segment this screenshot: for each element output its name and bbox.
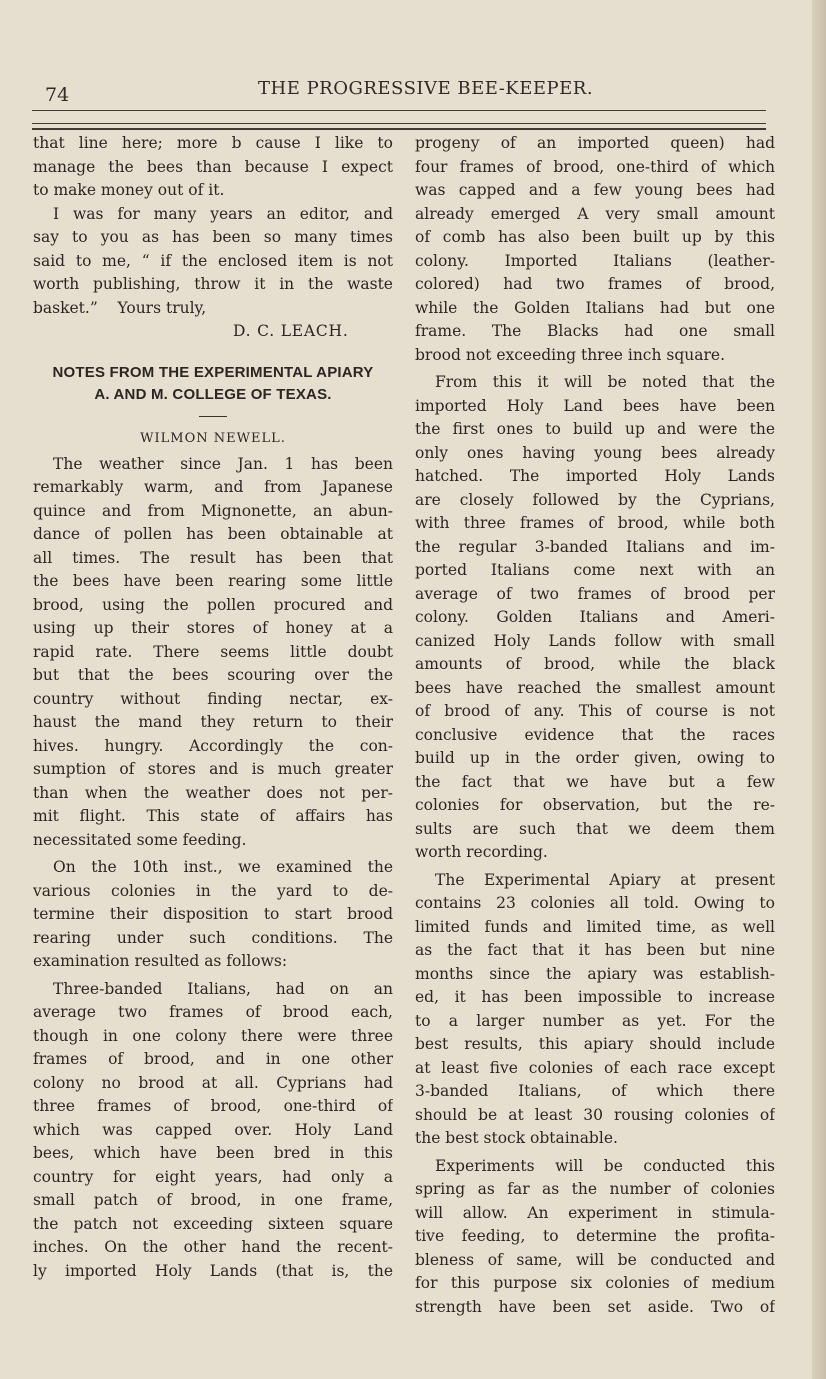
text-line: basket.” Yours truly, xyxy=(33,298,207,317)
text-line: months since the apiary was establish- xyxy=(415,964,775,983)
text-line: colony. Imported Italians (leather- xyxy=(415,251,775,270)
text-line: the patch not exceeding sixteen square xyxy=(33,1214,393,1233)
text-line: haust the mand they return to their xyxy=(33,713,393,731)
text-line: build up in the order given, owing to xyxy=(415,749,775,767)
text-line: though in one colony there were three xyxy=(33,1026,393,1045)
header-rule xyxy=(32,110,766,111)
text-line: sults are such that we deem them xyxy=(415,819,775,838)
text-line: examination resulted as follows: xyxy=(33,952,288,970)
letter-signoff-paragraph xyxy=(33,203,393,321)
text-line: strength have been set aside. Two of xyxy=(415,1297,775,1316)
text-line: bleness of same, will be conducted and xyxy=(415,1250,775,1269)
text-line: should be at least 30 rousing colonies of xyxy=(415,1105,775,1124)
text-line: contains 23 colonies all told. Owing to xyxy=(415,894,775,912)
text-line: conclusive evidence that the races xyxy=(415,725,775,744)
text-line: worth recording. xyxy=(415,843,548,861)
text-line: at least five colonies of each race except xyxy=(415,1058,775,1077)
text-line: tive feeding, to determine the profita- xyxy=(415,1227,775,1245)
text-line: various colonies in the yard to de- xyxy=(33,881,393,900)
text-line: colony. Golden Italians and Ameri- xyxy=(415,608,775,626)
article-paragraph-experiments xyxy=(415,1155,775,1320)
article-paragraph-results xyxy=(33,978,393,1284)
text-line: frames of brood, and in one other xyxy=(33,1050,393,1068)
text-line: brood, using the pollen procured and xyxy=(33,595,393,614)
page-edge xyxy=(812,0,826,1379)
text-line: rearing under such conditions. The xyxy=(33,928,393,947)
text-line: was capped and a few young bees had xyxy=(415,181,775,199)
text-line: remarkably warm, and from Japanese xyxy=(33,478,393,496)
text-line: three frames of brood, one-third of xyxy=(33,1097,393,1115)
text-line: inches. On the other hand the recent- xyxy=(33,1238,393,1256)
text-line: to a larger number as yet. For the xyxy=(415,1011,775,1030)
text-line: Experiments will be conducted this xyxy=(435,1156,775,1175)
text-line: mit flight. This state of affairs has xyxy=(33,807,393,825)
text-line: frame. The Blacks had one small xyxy=(415,322,775,340)
text-line: using up their stores of honey at a xyxy=(33,619,393,637)
text-line: only ones having young bees already xyxy=(415,443,775,462)
text-line: bees have reached the smallest amount xyxy=(415,678,775,697)
text-line: for this purpose six colonies of medium xyxy=(415,1274,775,1292)
text-line: than when the weather does not per- xyxy=(33,783,393,802)
text-line: of comb has also been built up by this xyxy=(415,228,775,246)
text-line: brood not exceeding three inch square. xyxy=(415,345,725,364)
text-line: the regular 3-banded Italians and im- xyxy=(415,537,775,556)
text-line: best results, this apiary should include xyxy=(415,1035,775,1053)
page-number: 74 xyxy=(45,84,70,106)
text-line: the bees have been rearing some little xyxy=(33,572,393,590)
text-line: average of two frames of brood per xyxy=(415,584,775,603)
text-line: The weather since Jan. 1 has been xyxy=(53,454,393,473)
article-paragraph-comparison xyxy=(415,371,775,865)
text-line: small patch of brood, in one frame, xyxy=(33,1191,393,1209)
text-line: canized Holy Lands follow with small xyxy=(415,631,775,650)
article-title-line-1: NOTES FROM THE EXPERIMENTAL APIARY xyxy=(52,363,374,381)
text-line: colony no brood at all. Cyprians had xyxy=(33,1073,393,1092)
text-line: The Experimental Apiary at present xyxy=(435,870,775,889)
text-line: while the Golden Italians had but one xyxy=(415,298,775,317)
text-line: with three frames of brood, while both xyxy=(415,514,775,532)
title-divider xyxy=(199,416,227,417)
text-line: average two frames of brood each, xyxy=(33,1003,393,1021)
letter-signature: D. C. LEACH. xyxy=(233,322,349,340)
text-line: but that the bees scouring over the xyxy=(33,666,393,684)
article-title-line-2: A. AND M. COLLEGE OF TEXAS. xyxy=(94,385,332,403)
text-line: are closely followed by the Cyprians, xyxy=(415,490,775,509)
article-paragraph-apiary-size xyxy=(415,869,775,1151)
text-line: the fact that we have but a few xyxy=(415,772,775,791)
text-line: four frames of brood, one-third of which xyxy=(415,157,775,176)
text-line: dance of pollen has been obtainable at xyxy=(33,525,393,543)
text-line: imported Holy Land bees have been xyxy=(415,396,775,415)
text-line: From this it will be noted that the xyxy=(435,373,775,391)
text-line: termine their disposition to start brood xyxy=(33,905,393,923)
running-head: THE PROGRESSIVE BEE-KEEPER. xyxy=(258,78,594,99)
text-line: the best stock obtainable. xyxy=(415,1129,618,1147)
header-double-rule-top xyxy=(32,123,766,124)
text-line: said to me, “ if the enclosed item is not xyxy=(33,251,393,270)
article-paragraph-examination xyxy=(33,856,393,974)
text-line: all times. The result has been that xyxy=(33,548,393,567)
text-line: ed, it has been impossible to increase xyxy=(415,988,775,1006)
text-line: 3-banded Italians, of which there xyxy=(415,1082,775,1100)
text-line: limited funds and limited time, as well xyxy=(415,917,775,936)
text-line: as the fact that it has been but nine xyxy=(415,941,775,959)
text-line: hatched. The imported Holy Lands xyxy=(415,467,775,485)
article-paragraph-holy-lands xyxy=(415,132,775,367)
text-line: colored) had two frames of brood, xyxy=(415,275,775,293)
text-line: of brood of any. This of course is not xyxy=(415,702,775,720)
text-line: rapid rate. There seems little doubt xyxy=(33,642,393,661)
text-line: country for eight years, had only a xyxy=(33,1167,393,1186)
text-line: hives. hungry. Accordingly the con- xyxy=(33,736,393,755)
text-line: which was capped over. Holy Land xyxy=(33,1120,393,1139)
text-line: colonies for observation, but the re- xyxy=(415,796,775,814)
text-line: On the 10th inst., we examined the xyxy=(53,858,393,876)
text-line: to make money out of it. xyxy=(33,181,225,199)
header-double-rule-bottom xyxy=(32,128,766,130)
left-column xyxy=(33,132,393,1283)
text-line: sumption of stores and is much greater xyxy=(33,760,393,778)
text-line: I was for many years an editor, and xyxy=(53,204,393,223)
text-line: manage the bees than because I expect xyxy=(33,157,393,176)
text-line: necessitated some feeding. xyxy=(33,830,247,849)
text-line: amounts of brood, while the black xyxy=(415,655,775,673)
text-line: will allow. An experiment in stimula- xyxy=(415,1203,775,1222)
text-line: quince and from Mignonette, an abun- xyxy=(33,501,393,520)
article-byline: WILMON NEWELL. xyxy=(140,430,286,446)
letter-closing-paragraph xyxy=(33,132,393,203)
text-line: progeny of an imported queen) had xyxy=(415,134,775,152)
text-line: that line here; more b cause I like to xyxy=(33,134,393,152)
text-line: ly imported Holy Lands (that is, the xyxy=(33,1261,393,1280)
text-line: country without finding nectar, ex- xyxy=(33,689,393,708)
text-line: say to you as has been so many times xyxy=(33,228,393,246)
right-column xyxy=(415,132,775,1319)
text-line: Three-banded Italians, had on an xyxy=(53,979,393,998)
text-line: worth publishing, throw it in the waste xyxy=(33,275,393,293)
text-line: bees, which have been bred in this xyxy=(33,1144,393,1162)
text-line: already emerged A very small amount xyxy=(415,204,775,223)
text-line: spring as far as the number of colonies xyxy=(415,1180,775,1198)
text-line: the first ones to build up and were the xyxy=(415,420,775,438)
text-line: ported Italians come next with an xyxy=(415,561,775,579)
article-paragraph-weather xyxy=(33,453,393,853)
